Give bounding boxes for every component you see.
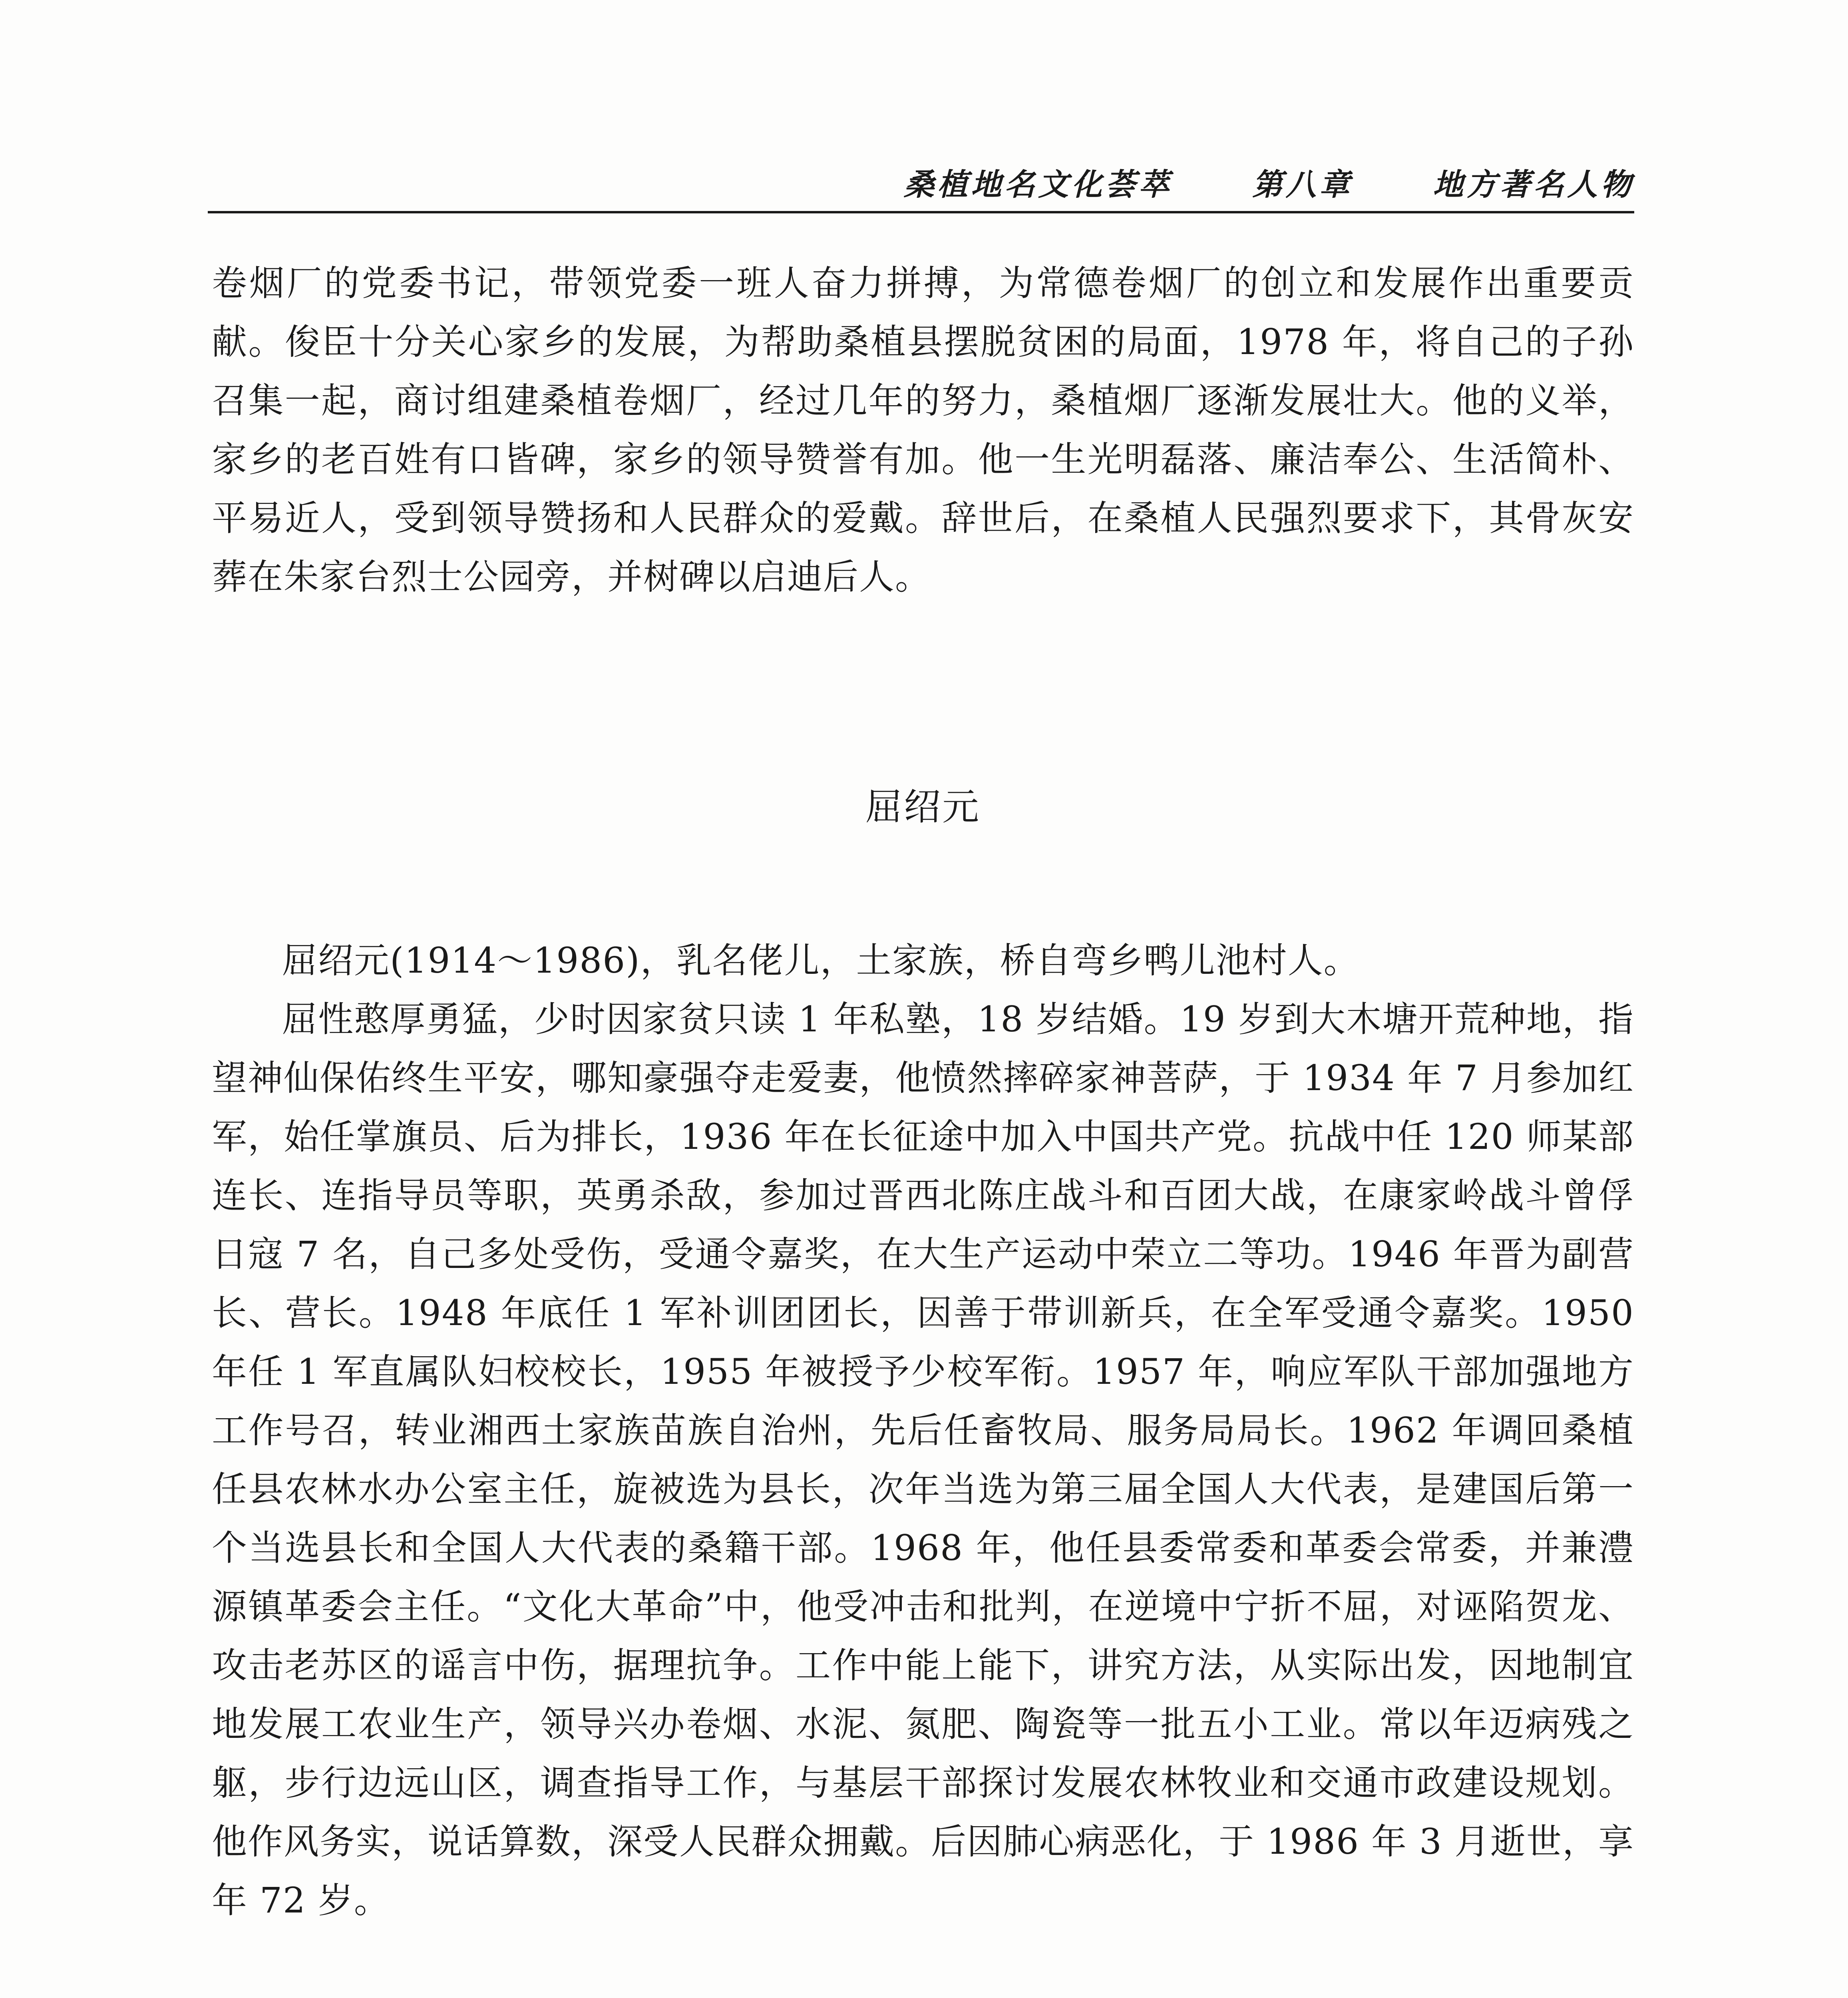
running-header: [208, 152, 1634, 204]
bio-paragraph: 屈性憨厚勇猛，少时因家贫只读 1 年私塾，18 岁结婚。19 岁到大木塘开荒种地，指望神仙保佑终生平安，哪知豪强夺走爱妻，他愤然摔碎家神菩萨，于 1934 年 7 月参加红军，始任掌旗员、后为排长，1936 年在长征途中加入中国共产党。抗战中任 120 师某部连长、连指导员等职，英勇杀敌，参加过晋西北陈庄战斗和百团大战，在康家岭战斗曾俘日寇 7 名，自己多处受伤，受通令嘉奖，在大生产运动中荣立二等功。1946 年晋为副营长、营长。1948 年底任 1 军补训团团长，因善于带训新兵，在全军受通令嘉奖。1950 年任 1 军直属队妇校校长，1955 年被授予少校军衔。1957 年，响应军队干部加强地方工作号召，转业湘西土家族苗族自治州，先后任畜牧局、服务局局长。1962 年调回桑植任县农林水办公室主任，旋被选为县长，次年当选为第三届全国人大代表，是建国后第一个当选县长和全国人大代表的桑籍干部。1968 年，他任县委常委和革委会常委，并兼澧源镇革委会主任。“文化大革命”中，他受冲击和批判，在逆境中宁折不屈，对诬陷贺龙、攻击老苏区的谣言中伤，据理抗争。工作中能上能下，讲究方法，从实际出发，因地制宜地发展工农业生产，领导兴办卷烟、水泥、氮肥、陶瓷等一批五小工业。常以年迈病残之躯，步行边远山区，调查指导工作，与基层干部探讨发展农林牧业和交通市政建设规划。他作风务实，说话算数，深受人民群众拥戴。后因肺心病恶化，于 1986 年 3 月逝世，享年 72 岁。: [212, 999, 1634, 1921]
header-section: 地方著名人物: [1433, 167, 1634, 202]
section-title: 屈绍元: [865, 786, 981, 828]
intro-text-block: [212, 254, 1634, 606]
header-book-title: 桑植地名文化荟萃: [904, 167, 1172, 202]
bio-paragraph: 屈绍元(1914～1986)，乳名佬儿，土家族，桥自弯乡鸭儿池村人。: [282, 940, 1360, 981]
intro-paragraph: 卷烟厂的党委书记，带领党委一班人奋力拼搏，为常德卷烟厂的创立和发展作出重要贡献。俊臣十分关心家乡的发展，为帮助桑植县摆脱贫困的局面，1978 年，将自己的子孙召集一起，商讨组建桑植卷烟厂，经过几年的努力，桑植烟厂逐渐发展壮大。他的义举，家乡的老百姓有口皆碑，家乡的领导赞誉有加。他一生光明磊落、廉洁奉公、生活简朴、平易近人，受到领导赞扬和人民群众的爱戴。辞世后，在桑植人民强烈要求下，其骨灰安葬在朱家台烈士公园旁，并树碑以启迪后人。: [212, 263, 1634, 597]
header-rule: [208, 211, 1634, 213]
bio-text-block: [212, 931, 1634, 1930]
header-chapter: 第八章: [1252, 167, 1353, 202]
